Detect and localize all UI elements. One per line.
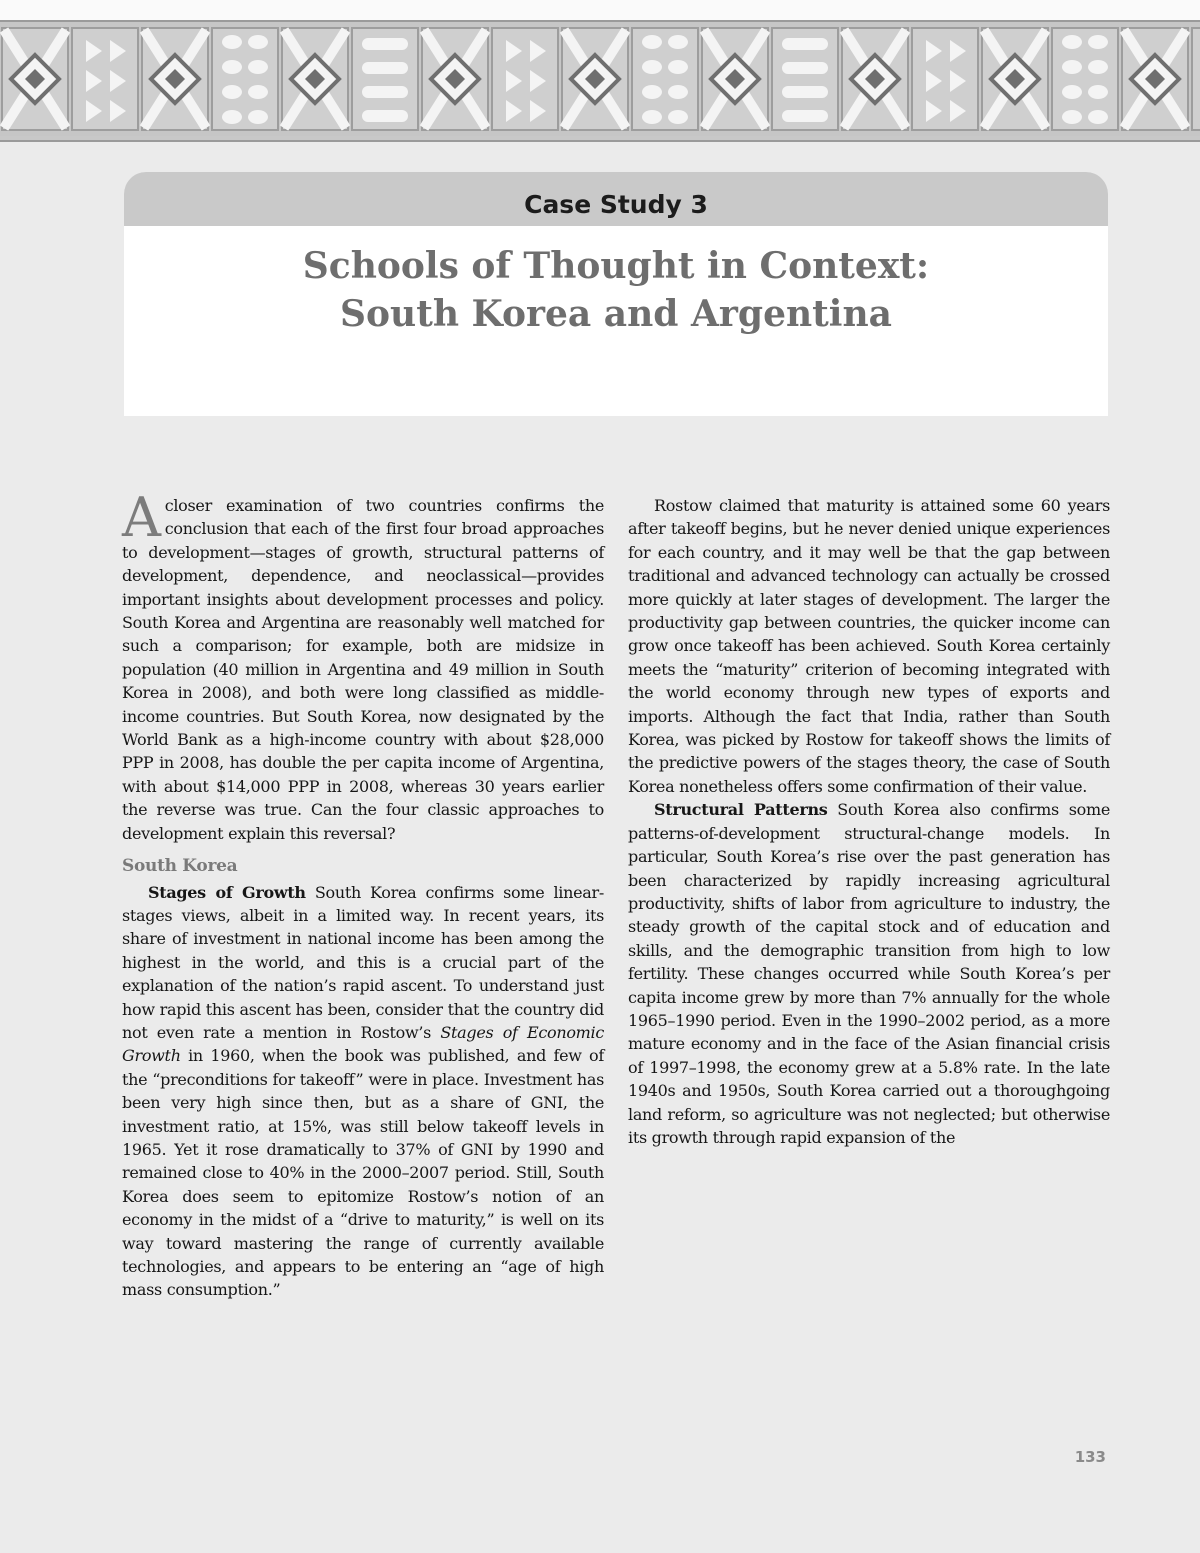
banner-dot xyxy=(1062,110,1082,124)
banner-panel xyxy=(212,28,278,130)
structural-paragraph xyxy=(628,798,1110,1149)
run-in-heading: Stages of Growth xyxy=(148,882,306,902)
banner-panel xyxy=(492,28,558,130)
stages-paragraph xyxy=(122,881,604,1302)
banner-panel xyxy=(72,28,138,130)
banner-dot xyxy=(1088,35,1108,49)
banner-dot xyxy=(248,60,268,74)
banner-dot xyxy=(642,35,662,49)
text-column-right xyxy=(628,494,1110,1149)
banner-dot xyxy=(642,85,662,99)
banner-panel xyxy=(912,28,978,130)
banner-dot xyxy=(668,110,688,124)
banner-bar xyxy=(782,38,828,50)
tribal-pattern-icon xyxy=(0,22,1200,136)
paragraph-text: in 1960, when the book was published, and few of the “preconditions for takeoff” were in place. Investment has been very high since then, but as a share of GNI, the investment ratio, at 15%, was still below takeoff levels in 1965. Yet it rose dramatically to 37% of GNI by 1990 and remained close to 40% in the 2000–2007 period. Still, South Korea does seem to epitomize Rostow’s notion of an economy in the midst of a “drive to maturity,” is well on its way toward mastering the range of currently available technologies, and appears to be entering an “age of high mass consumption.” xyxy=(122,1046,604,1300)
text-column-left xyxy=(122,486,605,1302)
banner-dot xyxy=(248,35,268,49)
banner-panel xyxy=(1052,28,1118,130)
banner-dot xyxy=(668,60,688,74)
banner-dot xyxy=(222,35,242,49)
page-number: 133 xyxy=(1074,1448,1106,1466)
banner-dot xyxy=(668,85,688,99)
page-top-edge xyxy=(0,0,1200,20)
banner-dot xyxy=(222,60,242,74)
run-in-heading: Structural Patterns xyxy=(654,800,828,820)
section-heading: South Korea xyxy=(122,856,238,877)
case-study-title-box xyxy=(124,172,1108,416)
banner-dot xyxy=(1062,85,1082,99)
page-title xyxy=(124,242,1108,338)
banner-panel xyxy=(1192,28,1200,130)
banner-bar xyxy=(782,110,828,122)
banner-dot xyxy=(1088,110,1108,124)
decorative-banner xyxy=(0,20,1200,142)
book-title: Stages of Economic Growth xyxy=(122,1022,605,1066)
case-study-band xyxy=(124,172,1108,226)
banner-bar xyxy=(362,86,408,98)
banner-dot xyxy=(642,110,662,124)
banner-dot xyxy=(248,85,268,99)
drop-cap: A xyxy=(122,486,161,549)
paragraph-text: South Korea confirms some linear-stages views, albeit in a limited way. In recent years, its share of investment in national income has been among the highest in the world, and this is a crucial part of the explanation of the nation’s rapid ascent. To understand just how rapid this ascent has been, consider that the country did not even rate a mention in Rostow’s xyxy=(122,882,604,1042)
banner-panel xyxy=(632,28,698,130)
case-study-label: Case Study 3 xyxy=(524,189,708,219)
banner-dot xyxy=(1088,60,1108,74)
banner-dot xyxy=(1062,60,1082,74)
banner-dot xyxy=(222,85,242,99)
banner-bar xyxy=(362,38,408,50)
intro-paragraph xyxy=(122,486,604,845)
banner-bar xyxy=(782,62,828,74)
banner-dot xyxy=(1062,35,1082,49)
banner-bar xyxy=(362,110,408,122)
banner-dot xyxy=(668,35,688,49)
banner-dot xyxy=(222,110,242,124)
rostow-paragraph: Rostow claimed that maturity is attained some 60 years after takeoff begins, but he never denied unique experiences for each country, and it may well be that the gap between traditional and advanced technology can actually be crossed more quickly at later stages of development. The larger the productivity gap between countries, the quicker income can grow once takeoff has been achieved. South Korea certainly meets the “maturity” criterion of becoming integrated with the world economy through new types of exports and imports. Although the fact that India, rather than South Korea, was picked by Rostow for takeoff shows the limits of the predictive powers of the stages theory, the case of South Korea nonetheless offers some confirmation of their value. xyxy=(628,496,1110,796)
title-line-2: South Korea and Argentina xyxy=(340,293,892,335)
banner-bar xyxy=(782,86,828,98)
banner-bar xyxy=(362,62,408,74)
paragraph-text: South Korea also confirms some patterns-of-development structural-change models. In particular, South Korea’s rise over the past generation has been characterized by rapidly increasing agricultural productivity, shifts of labor from agriculture to industry, the steady growth of the capital stock and of education and skills, and the demographic transition from high to low fertility. These changes occurred while South Korea’s per capita income grew by more than 7% annually for the whole 1965–1990 period. Even in the 1990–2002 period, as a more mature economy and in the face of the Asian financial crisis of 1997–1998, the economy grew at a 5.8% rate. In the late 1940s and 1950s, South Korea carried out a thoroughgoing land reform, so agriculture was not neglected; but otherwise its growth through rapid expansion of the xyxy=(628,800,1110,1147)
banner-dot xyxy=(1088,85,1108,99)
banner-dot xyxy=(248,110,268,124)
intro-text: closer examination of two countries confirms the conclusion that each of the first four broad approaches to development—stages of growth, structural patterns of development, dependence, and neoclassical—provides important insights about development processes and policy. South Korea and Argentina are reasonably well matched for such a comparison; for example, both are midsize in population (40 million in Argentina and 49 million in South Korea in 2008), and both were long classified as middle-income countries. But South Korea, now designated by the World Bank as a high-income country with about $28,000 PPP in 2008, has double the per capita income of Argentina, with about $14,000 PPP in 2008, whereas 30 years earlier the reverse was true. Can the four classic approaches to development explain this reversal? xyxy=(122,496,604,843)
title-line-1: Schools of Thought in Context: xyxy=(302,245,930,287)
banner-dot xyxy=(642,60,662,74)
